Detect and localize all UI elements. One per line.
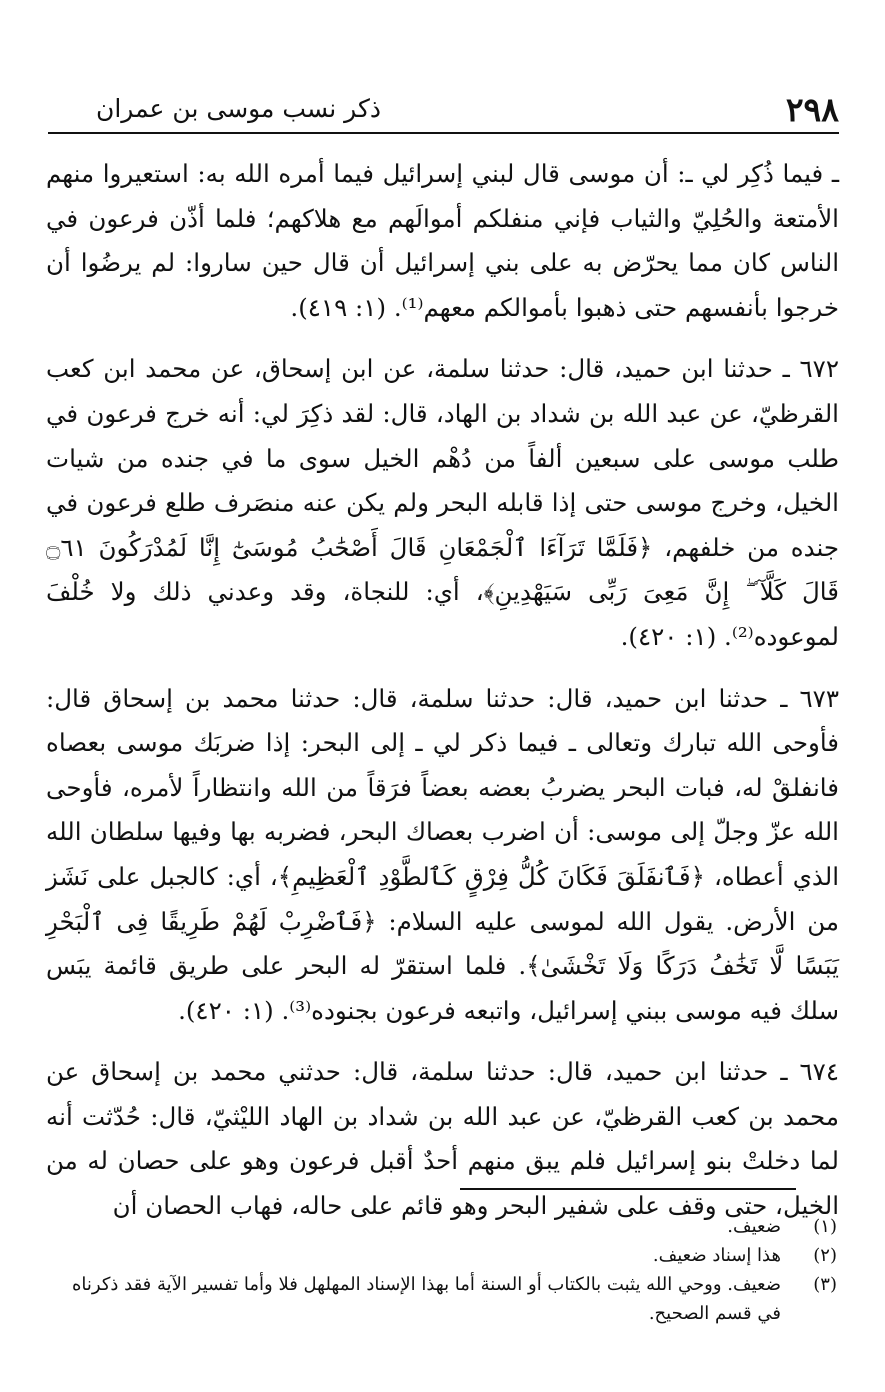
- footnote-3: [44, 1270, 837, 1328]
- footnote-text: ضعيف.: [727, 1216, 781, 1237]
- page-number: ٢٩٨: [785, 90, 839, 129]
- paragraph-674: ٦٧٤ ـ حدثنا ابن حميد، قال: حدثنا سلمة، قال: حدثني محمد بن إسحاق عن محمد بن كعب القرظيّ، عن عبد الله بن شداد بن الهاد الليْثيّ، قال: حُدّثت أنه لما دخلتْ بنو إسرائيل فلم يبق منهم أحدٌ أقبل فرعون وهو على حصان له من الخيل، حتى وقف على شفير البحر وهو قائم على حاله، فهاب الحصان أن: [46, 1057, 839, 1221]
- footnote-2: [44, 1241, 837, 1270]
- footnotes: [44, 1212, 837, 1328]
- paragraph-continuation: ـ فيما ذُكِر لي ـ: أن موسى قال لبني إسرائيل فيما أمره الله به: استعيروا منهم الأمتعة والحُلِيّ والثياب فإني منفلكم أموالَهم مع هلاكهم؛ فلما أذّن فرعون في الناس كان مما يحرّض به على بني إسرائيل أن قال حين ساروا: لم يرضُوا أن خرجوا بأنفسهم حتى ذهبوا بأموالكم معهم⁽¹⁾. (١: ٤١٩).: [46, 159, 839, 322]
- footnote-divider: [460, 1188, 796, 1190]
- footnote-1: [44, 1212, 837, 1241]
- footnote-number: (١): [813, 1216, 837, 1237]
- footnote-text: ضعيف. ووحي الله يثبت بالكتاب أو السنة أما بهذا الإسناد المهلهل فلا وأما تفسير الآية فقد ذكرناه في قسم الصحيح.: [71, 1274, 781, 1324]
- page-header: [48, 88, 839, 134]
- paragraph-673: ٦٧٣ ـ حدثنا ابن حميد، قال: حدثنا سلمة، قال: حدثنا محمد بن إسحاق قال: فأوحى الله تبارك وتعالى ـ فيما ذكر لي ـ إلى البحر: إذا ضربَك موسى بعصاه فانفلقْ له، فبات البحر يضربُ بعضه بعضاً فرَقاً من الله وانتظاراً لأمره، فأوحى الله عزّ وجلّ إلى موسى: أن اضرب بعصاك البحر، فضربه بها وفيها سلطان الله الذي أعطاه، ﴿فَٱنفَلَقَ فَكَانَ كُلُّ فِرْقٍ كَٱلطَّوْدِ ٱلْعَظِيمِ﴾، أي: كالجبل على نَشَز من الأرض. يقول الله لموسى عليه السلام: ﴿فَٱضْرِبْ لَهُمْ طَرِيقًا فِى ٱلْبَحْرِ يَبَسًا لَّا تَخَٰفُ دَرَكًا وَلَا تَخْشَىٰ﴾. فلما استقرّ له البحر على طريق قائمة يبَس سلك فيه موسى ببني إسرائيل، واتبعه فرعون بجنوده⁽³⁾. (١: ٤٢٠).: [46, 683, 839, 1025]
- footnote-text: هذا إسناد ضعيف.: [652, 1245, 781, 1266]
- footnote-number: (٢): [813, 1245, 837, 1266]
- running-title: ذكر نسب موسى بن عمران: [96, 94, 381, 123]
- main-text: [46, 152, 839, 1246]
- paragraph-672: ٦٧٢ ـ حدثنا ابن حميد، قال: حدثنا سلمة، عن ابن إسحاق، عن محمد ابن كعب القرظيّ، عن عبد الله بن شداد بن الهاد، قال: لقد ذكِرَ لي: أنه خرج فرعون في طلب موسى على سبعين ألفاً من دُهْم الخيل سوى ما في جنده من شيات الخيل، وخرج موسى حتى إذا قابله البحر ولم يكن عنه منصَرف طلع فرعون في جنده من خلفهم، ﴿فَلَمَّا تَرَآءَا ٱلْجَمْعَانِ قَالَ أَصْحَٰبُ مُوسَىٰٓ إِنَّا لَمُدْرَكُونَ ۝٦١ قَالَ كَلَّآ ۖ إِنَّ مَعِىَ رَبِّى سَيَهْدِينِ﴾، أي: للنجاة، وقد وعدني ذلك ولا خُلْفَ لموعوده⁽²⁾. (١: ٤٢٠).: [46, 354, 839, 651]
- footnote-number: (٣): [813, 1274, 837, 1295]
